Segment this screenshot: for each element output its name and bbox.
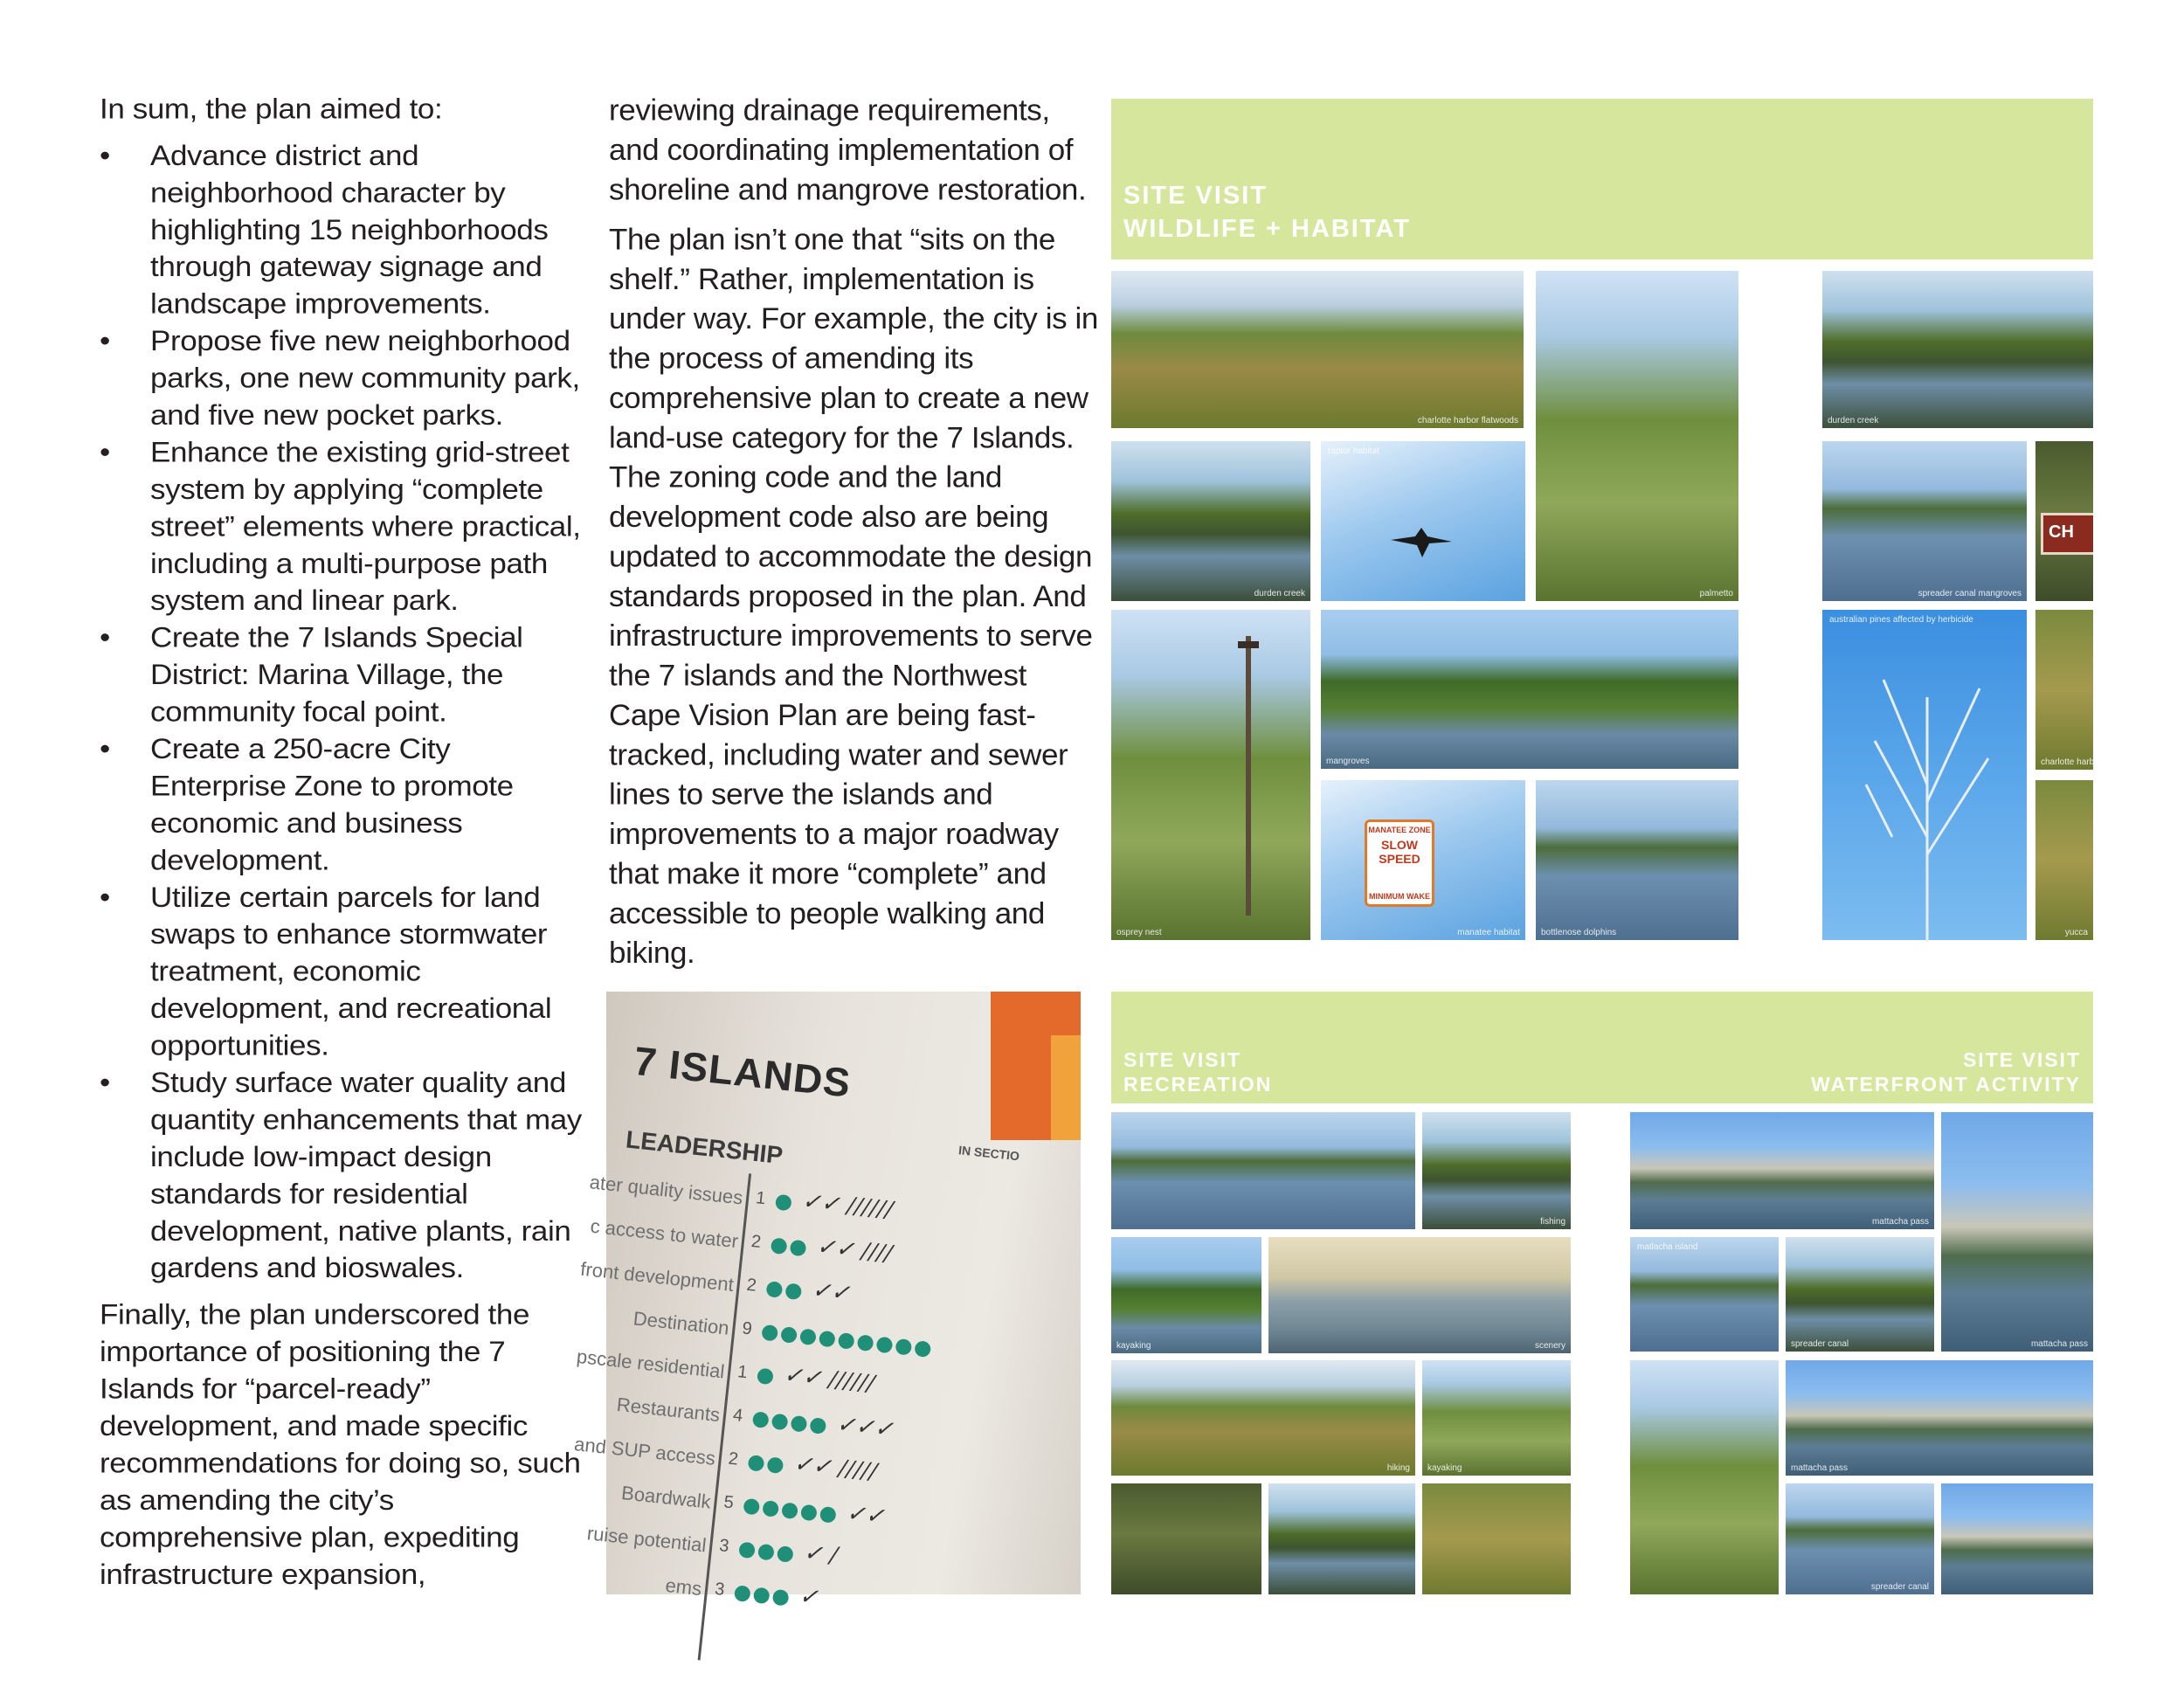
photo-dolphins [1536, 780, 1738, 940]
vote-dot [752, 1411, 770, 1428]
tally-marks: ✓✓ [845, 1500, 887, 1531]
photo-waterfront-house [1630, 1112, 1934, 1229]
photo-durden-creek [1822, 271, 2093, 428]
photo-caption: durden creek [1828, 416, 1879, 425]
vote-dot [781, 1502, 798, 1519]
tally-marks: ✓ / [802, 1539, 840, 1570]
brown-park-sign [2041, 513, 2093, 555]
sign-text: MANATEE ZONE [1368, 826, 1431, 834]
board-row-count: 2 [745, 1275, 758, 1296]
vote-dot [790, 1240, 807, 1257]
board-row-label: ruise potential [585, 1522, 708, 1557]
board-row-count: 2 [727, 1449, 740, 1469]
photo-caption: mangroves [1326, 757, 1370, 766]
photo-angler [1422, 1483, 1571, 1594]
continued-paragraph: reviewing drainage requirements, and coordinating implementation of shoreline and mangrove restoration. [609, 93, 1087, 207]
vote-dots [734, 1585, 793, 1610]
photo-trail-water [1268, 1483, 1415, 1594]
board-row-count: 9 [741, 1318, 753, 1339]
list-item: • Enhance the existing grid-street system by applying “complete street” elements where practical, including a multi-purpose path system and linear park. [100, 434, 589, 619]
photo-boathouse [1941, 1483, 2093, 1594]
photo-hiking [1111, 1360, 1415, 1476]
text-column-left [100, 91, 589, 1594]
vote-dots [747, 1455, 787, 1477]
tally-marks: ✓✓ //// [815, 1233, 894, 1268]
photo-trail-car [1111, 1483, 1261, 1594]
workshop-board-photo [573, 992, 1081, 1612]
vote-dot [809, 1417, 826, 1435]
photo-caption: hiking [1386, 1463, 1410, 1473]
vote-dots [775, 1194, 796, 1215]
board-row-count: 3 [718, 1536, 730, 1557]
vote-dot [777, 1545, 794, 1563]
vote-dot [838, 1332, 855, 1350]
photo-palms-house [1941, 1112, 2093, 1352]
vote-dot [771, 1237, 788, 1255]
vote-dot [766, 1456, 784, 1474]
photo-australian-pines [1822, 610, 2027, 940]
photo-kayaking [1111, 1237, 1261, 1353]
vote-dot [799, 1328, 817, 1345]
photo-caption: charlotte harb [2041, 757, 2095, 767]
vote-dot [762, 1500, 779, 1518]
waterfront-banner-label [1811, 1048, 2081, 1096]
vote-dot [819, 1506, 837, 1524]
photo-caption: scenery [1534, 1341, 1565, 1351]
board-row-label: and SUP access [573, 1433, 717, 1469]
photo-caption: mattacha pass [1791, 1463, 1849, 1473]
tally-marks: ✓✓ [811, 1276, 852, 1307]
board-contents [543, 992, 1078, 1641]
photo-caption: bottlenose dolphins [1541, 928, 1617, 937]
vote-dots [751, 1411, 830, 1438]
vote-dot [738, 1541, 756, 1559]
tally-marks: ✓✓✓ [835, 1411, 895, 1444]
photo-boat-canal [1786, 1483, 1934, 1594]
photo-caption: spreader canal [1791, 1339, 1849, 1349]
board-row-label: ems [664, 1573, 703, 1601]
vulture-icon [1391, 524, 1452, 559]
vote-dot [771, 1414, 789, 1431]
photo-caption: mattacha pass [1871, 1217, 1929, 1227]
tally-marks: ✓ [798, 1582, 820, 1612]
sign-text: CH [2049, 522, 2074, 542]
vote-dot [800, 1504, 818, 1522]
wildlife-banner-label [1123, 179, 1411, 245]
vote-dots [765, 1281, 805, 1303]
vote-dots [757, 1368, 778, 1389]
vote-dots [738, 1541, 798, 1566]
vote-dot [772, 1589, 790, 1607]
photo-raptor [1321, 441, 1525, 601]
banner-line: RECREATION [1123, 1073, 1273, 1096]
photo-caption: fishing [1540, 1217, 1565, 1227]
vote-dot [819, 1331, 836, 1348]
sign-text: SLOW SPEED [1379, 838, 1420, 866]
board-section-label: IN SECTIO [957, 1143, 1020, 1164]
banner-line: SITE VISIT [1123, 182, 1268, 210]
vote-dots [770, 1237, 810, 1260]
board-row-count: 4 [731, 1405, 744, 1426]
photo-charlotte-sign [2035, 441, 2093, 601]
photo-palmetto [1536, 271, 1738, 601]
vote-dot [743, 1498, 760, 1516]
photo-caption: yucca [2064, 928, 2088, 937]
manatee-zone-sign [1365, 819, 1434, 907]
tally-marks: ✓✓ ///// [792, 1450, 879, 1486]
list-item: • Utilize certain parcels for land swaps to enhance stormwater treatment, economic development, and recreational opportunities. [100, 879, 589, 1064]
list-item: • Create a 250-acre City Enterprise Zone to promote economic and business development. [100, 731, 589, 880]
photo-caption: kayaking [1427, 1463, 1462, 1473]
vote-dot [895, 1338, 912, 1356]
photo-caption: mattacha pass [2030, 1339, 2088, 1349]
vote-dot [876, 1337, 894, 1354]
photo-scenery [1268, 1237, 1571, 1353]
photo-kayak-launch [1422, 1360, 1571, 1476]
vote-dot [784, 1283, 802, 1300]
tally-marks: ✓✓ ////// [800, 1187, 895, 1224]
vote-dot [757, 1368, 774, 1386]
wildlife-banner [1111, 99, 2093, 259]
vote-dot [734, 1585, 751, 1602]
sign-text: MINIMUM WAKE [1369, 892, 1430, 901]
list-item: • Create the 7 Islands Special District: Marina Village, the community focal point. [100, 619, 589, 730]
plan-goals-list [100, 138, 589, 1288]
photo-tall-pine [1630, 1360, 1779, 1594]
closing-paragraph: Finally, the plan underscored the importance of positioning the 7 Islands for “parcel-ready” development, and made specific recommendations for doing so, such as amending the city’s comprehensive plan, expediting infrastructure expansion, [100, 1299, 581, 1591]
photo-durden-creek-2 [1111, 441, 1310, 601]
vote-dot [857, 1334, 874, 1352]
photo-yucca [2035, 780, 2093, 940]
photo-pine-flatwoods [1111, 271, 1524, 428]
photo-osprey-nest [1111, 610, 1310, 940]
board-row-label: ater quality issues [588, 1171, 744, 1209]
list-item: • Advance district and neighborhood character by highlighting 15 neighborhoods through gateway signage and landscape improvements. [100, 138, 589, 323]
banner-line: WATERFRONT ACTIVITY [1811, 1073, 2081, 1096]
photo-caption: charlotte harbor flatwoods [1417, 416, 1518, 425]
photo-caption: spreader canal mangroves [1918, 589, 2022, 598]
photo-canal-homes [1786, 1360, 2093, 1476]
photo-spreader-canal-2 [1786, 1237, 1934, 1352]
recreation-banner [1111, 992, 2093, 1103]
banner-line: WILDLIFE + HABITAT [1123, 215, 1411, 243]
photo-caption: spreader canal [1870, 1582, 1929, 1592]
photo-caption: matlacha island [1637, 1242, 1698, 1252]
vote-dot [775, 1194, 792, 1212]
board-row-label: Restaurants [615, 1393, 722, 1427]
photo-boat-wake [1111, 1112, 1415, 1229]
vote-dot [757, 1544, 775, 1561]
banner-line: SITE VISIT [1123, 1048, 1242, 1071]
implementation-paragraph: The plan isn’t one that “sits on the shelf.” Rather, implementation is under way. For example, the city is in the process of amending its comprehensive plan to create a new land-use category for the 7 Islands. The zoning code and the land development code also are being updated to accommodate the design standards proposed in the plan. And infrastructure improvements to serve the 7 islands and the Northwest Cape Vision Plan are being fast-tracked, including water and sewer lines to serve the islands and improvements to a major roadway that make it more “complete” and accessible to people walking and biking. [609, 222, 1098, 971]
recreation-banner-label [1123, 1048, 1272, 1096]
text-column-middle [609, 91, 1098, 973]
vote-dot [761, 1324, 778, 1342]
banner-line: SITE VISIT [1962, 1048, 2081, 1071]
board-row-label: front development [579, 1257, 736, 1296]
vote-dot [753, 1587, 771, 1604]
board-row-count: 2 [750, 1231, 763, 1253]
photo-caption: raptor habitat [1328, 446, 1379, 456]
board-heading: LEADERSHIP [624, 1125, 784, 1170]
vote-dot [914, 1340, 931, 1358]
photo-caption: durden creek [1254, 589, 1305, 598]
vote-dot [780, 1326, 798, 1344]
photo-caption: australian pines affected by herbicide [1829, 615, 1973, 625]
board-row-count: 3 [714, 1579, 726, 1600]
photo-caption: manatee habitat [1457, 928, 1520, 937]
photo-charlotte-harbor [2035, 610, 2093, 770]
list-item: • Study surface water quality and quantity enhancements that may include low-impact design standards for residential development, native plants, rain gardens and bioswales. [100, 1065, 589, 1288]
photo-mangroves [1321, 610, 1738, 769]
photo-island [1630, 1237, 1779, 1352]
photo-caption: palmetto [1699, 589, 1733, 598]
photo-caption: osprey nest [1116, 928, 1162, 937]
bare-tree-icon [1857, 662, 1997, 942]
board-row-count: 1 [736, 1362, 749, 1383]
photo-spreader-canal [1822, 441, 2027, 601]
tally-marks: ✓✓ ////// [782, 1361, 876, 1398]
board-row-label: pscale residential [575, 1345, 726, 1383]
board-row-label: c access to water [589, 1214, 740, 1253]
board-title: 7 ISLANDS [632, 1037, 854, 1106]
list-item: • Propose five new neighborhood parks, one new community park, and five new pocket parks. [100, 323, 589, 434]
board-row-label: Boardwalk [620, 1482, 712, 1513]
vote-dots [743, 1498, 840, 1527]
vote-dot [766, 1281, 784, 1298]
intro-text: In sum, the plan aimed to: [100, 93, 443, 125]
board-row-count: 1 [755, 1188, 767, 1209]
photo-manatee-sign [1321, 780, 1525, 940]
vote-dot [748, 1455, 765, 1472]
photo-fishing [1422, 1112, 1571, 1229]
vote-dots [761, 1324, 935, 1362]
board-row-label: Destination [632, 1307, 730, 1339]
photo-caption: kayaking [1116, 1341, 1151, 1351]
utility-pole-icon [1238, 636, 1259, 916]
vote-dot [791, 1415, 808, 1433]
board-row-count: 5 [722, 1492, 735, 1513]
